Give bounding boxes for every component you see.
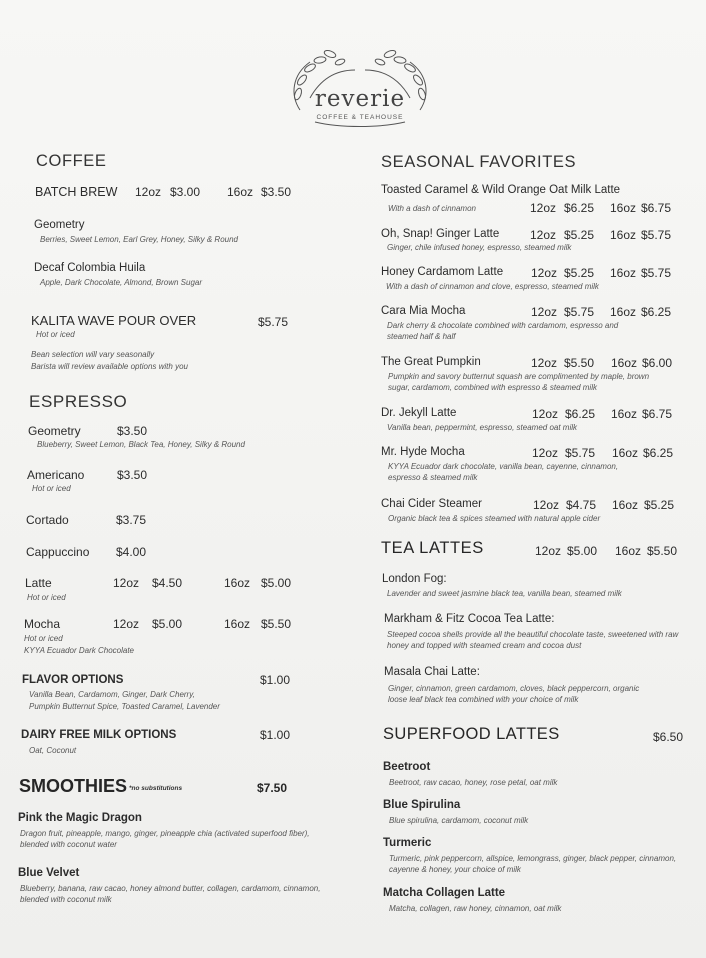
seasonal-item-desc: With a dash of cinnamon bbox=[388, 204, 476, 213]
geometry-coffee-desc: Berries, Sweet Lemon, Earl Grey, Honey, Silky & Round bbox=[40, 235, 239, 244]
seasonal-price-12: $5.25 bbox=[564, 266, 595, 280]
superfood-item-name: Turmeric bbox=[383, 837, 432, 849]
batch-brew-price-12: $3.00 bbox=[170, 185, 201, 199]
pink-dragon-name: Pink the Magic Dragon bbox=[18, 812, 142, 824]
seasonal-size-12: 12oz bbox=[530, 228, 557, 242]
tea-item-desc: Steeped cocoa shells provide all the beautiful chocolate taste, sweetened with raw honey and topped with steamed cream and cocoa dust bbox=[387, 630, 679, 650]
latte-name: Latte bbox=[25, 576, 52, 590]
seasonal-size-12: 12oz bbox=[533, 498, 560, 512]
seasonal-size-16: 16oz bbox=[610, 201, 637, 215]
mocha-price-12: $5.00 bbox=[152, 617, 183, 631]
seasonal-size-16: 16oz bbox=[612, 446, 639, 460]
seasonal-price-12: $4.75 bbox=[566, 498, 597, 512]
dairy-free-heading: DAIRY FREE MILK OPTIONS bbox=[21, 729, 177, 741]
geometry-espresso-desc: Blueberry, Sweet Lemon, Black Tea, Honey, Silky & Round bbox=[37, 440, 245, 449]
seasonal-price-16: $5.25 bbox=[644, 498, 675, 512]
batch-brew-name: BATCH BREW bbox=[35, 185, 118, 199]
seasonal-size-16: 16oz bbox=[611, 407, 638, 421]
seasonal-size-12: 12oz bbox=[530, 201, 557, 215]
seasonal-item-desc: Vanilla bean, peppermint, espresso, steamed oat milk bbox=[387, 423, 578, 432]
pink-dragon-desc: Dragon fruit, pineapple, mango, ginger, pineapple chia (activated superfood fiber), blended with coconut water bbox=[20, 829, 310, 849]
tea-price-12: $5.00 bbox=[567, 544, 598, 558]
blue-velvet-name: Blue Velvet bbox=[18, 867, 80, 879]
smoothies-note: *no substitutions bbox=[129, 785, 183, 792]
americano-name: Americano bbox=[27, 468, 85, 482]
tea-item-name: Masala Chai Latte: bbox=[384, 666, 480, 678]
superfood-heading: SUPERFOOD LATTES bbox=[383, 725, 560, 743]
smoothies-heading: SMOOTHIES bbox=[19, 776, 128, 796]
seasonal-size-12: 12oz bbox=[532, 446, 559, 460]
seasonal-price-12: $5.75 bbox=[564, 305, 595, 319]
mocha-desc-choc: KYYA Ecuador Dark Chocolate bbox=[24, 646, 134, 655]
cortado-name: Cortado bbox=[26, 513, 69, 527]
barista-note: Barista will review available options with you bbox=[31, 362, 188, 371]
espresso-heading: ESPRESSO bbox=[29, 392, 128, 411]
seasonal-item-desc: Organic black tea & spices steamed with natural apple cider bbox=[388, 514, 601, 523]
superfood-item-name: Matcha Collagen Latte bbox=[383, 887, 506, 899]
seasonal-size-16: 16oz bbox=[610, 266, 637, 280]
cappuccino-name: Cappuccino bbox=[26, 545, 90, 559]
flavor-options-desc-2: Pumpkin Butternut Spice, Toasted Caramel, Lavender bbox=[29, 702, 220, 711]
seasonal-price-12: $5.75 bbox=[565, 446, 596, 460]
cortado-price: $3.75 bbox=[116, 513, 147, 527]
mocha-size-16: 16oz bbox=[224, 617, 251, 631]
coffee-heading: COFFEE bbox=[36, 152, 107, 170]
kalita-name: KALITA WAVE POUR OVER bbox=[31, 313, 197, 328]
blue-velvet-desc: Blueberry, banana, raw cacao, honey almond butter, collagen, cardamom, cinnamon, blended with coconut milk bbox=[20, 884, 321, 904]
superfood-item-desc: Blue spirulina, cardamom, coconut milk bbox=[389, 816, 529, 825]
bean-note: Bean selection will vary seasonally bbox=[31, 350, 155, 359]
tea-price-16: $5.50 bbox=[647, 544, 678, 558]
latte-price-12: $4.50 bbox=[152, 576, 183, 590]
seasonal-item-name: The Great Pumpkin bbox=[381, 356, 481, 368]
superfood-item-desc: Beetroot, raw cacao, honey, rose petal, oat milk bbox=[389, 778, 558, 787]
kalita-price: $5.75 bbox=[258, 315, 289, 329]
tea-item-desc: Lavender and sweet jasmine black tea, vanilla bean, steamed milk bbox=[387, 589, 622, 598]
brand-tagline: COFFEE & TEAHOUSE bbox=[316, 114, 404, 121]
seasonal-heading: SEASONAL FAVORITES bbox=[381, 153, 577, 171]
seasonal-size-12: 12oz bbox=[531, 305, 558, 319]
geometry-espresso-price: $3.50 bbox=[117, 424, 148, 438]
seasonal-size-16: 16oz bbox=[611, 356, 638, 370]
seasonal-size-16: 16oz bbox=[612, 498, 639, 512]
tea-size-12: 12oz bbox=[535, 544, 562, 558]
seasonal-size-16: 16oz bbox=[610, 228, 637, 242]
seasonal-price-16: $6.75 bbox=[642, 407, 673, 421]
seasonal-size-12: 12oz bbox=[531, 356, 558, 370]
seasonal-item-name: Toasted Caramel & Wild Orange Oat Milk Latte bbox=[381, 184, 621, 196]
seasonal-item-desc: Ginger, chile infused honey, espresso, steamed milk bbox=[387, 243, 572, 252]
seasonal-size-12: 12oz bbox=[531, 266, 558, 280]
flavor-options-desc-1: Vanilla Bean, Cardamom, Ginger, Dark Cherry, bbox=[29, 690, 195, 699]
seasonal-price-12: $5.25 bbox=[564, 228, 595, 242]
cappuccino-price: $4.00 bbox=[116, 545, 147, 559]
decaf-desc: Apple, Dark Chocolate, Almond, Brown Sugar bbox=[40, 278, 203, 287]
seasonal-price-16: $6.25 bbox=[643, 446, 674, 460]
flavor-options-heading: FLAVOR OPTIONS bbox=[22, 674, 124, 686]
dairy-free-desc: Oat, Coconut bbox=[29, 746, 77, 755]
dairy-free-price: $1.00 bbox=[260, 728, 291, 742]
geometry-espresso-name: Geometry bbox=[28, 424, 81, 438]
smoothies-price: $7.50 bbox=[257, 781, 288, 795]
seasonal-item-desc: KYYA Ecuador dark chocolate, vanilla bean, cayenne, cinnamon, espresso & steamed milk bbox=[388, 462, 619, 482]
seasonal-price-16: $6.75 bbox=[641, 201, 672, 215]
mocha-price-16: $5.50 bbox=[261, 617, 292, 631]
americano-desc: Hot or iced bbox=[32, 484, 71, 493]
tea-lattes-heading: TEA LATTES bbox=[381, 539, 484, 557]
seasonal-item-desc: With a dash of cinnamon and clove, espresso, steamed milk bbox=[386, 282, 599, 291]
batch-brew-size-16: 16oz bbox=[227, 185, 254, 199]
seasonal-price-16: $6.25 bbox=[641, 305, 672, 319]
seasonal-price-12: $6.25 bbox=[565, 407, 596, 421]
latte-size-12: 12oz bbox=[113, 576, 140, 590]
seasonal-price-12: $5.50 bbox=[564, 356, 595, 370]
seasonal-item-name: Oh, Snap! Ginger Latte bbox=[381, 228, 500, 240]
seasonal-size-16: 16oz bbox=[610, 305, 637, 319]
seasonal-item-desc: Dark cherry & chocolate combined with cardamom, espresso and steamed half & half bbox=[387, 321, 619, 341]
latte-price-16: $5.00 bbox=[261, 576, 292, 590]
tea-item-name: London Fog: bbox=[382, 573, 447, 585]
superfood-item-desc: Matcha, collagen, raw honey, cinnamon, oat milk bbox=[389, 904, 562, 913]
latte-desc: Hot or iced bbox=[27, 593, 66, 602]
brand-name: reverie bbox=[314, 86, 406, 112]
mocha-size-12: 12oz bbox=[113, 617, 140, 631]
americano-price: $3.50 bbox=[117, 468, 148, 482]
seasonal-item-name: Cara Mia Mocha bbox=[381, 305, 466, 317]
superfood-item-name: Blue Spirulina bbox=[383, 799, 461, 811]
batch-brew-size-12: 12oz bbox=[135, 185, 162, 199]
tea-size-16: 16oz bbox=[615, 544, 642, 558]
superfood-item-name: Beetroot bbox=[383, 761, 431, 773]
mocha-name: Mocha bbox=[24, 617, 61, 631]
seasonal-item-name: Dr. Jekyll Latte bbox=[381, 407, 457, 419]
reverie-logo bbox=[280, 40, 440, 130]
batch-brew-price-16: $3.50 bbox=[261, 185, 292, 199]
seasonal-item-name: Honey Cardamom Latte bbox=[381, 266, 504, 278]
mocha-desc-temp: Hot or iced bbox=[24, 634, 63, 643]
seasonal-price-12: $6.25 bbox=[564, 201, 595, 215]
seasonal-item-desc: Pumpkin and savory butternut squash are complimented by maple, brown sugar, cardamom, combined with espresso & steamed milk bbox=[388, 372, 650, 392]
seasonal-size-12: 12oz bbox=[532, 407, 559, 421]
seasonal-price-16: $5.75 bbox=[641, 228, 672, 242]
geometry-coffee-name: Geometry bbox=[34, 219, 85, 231]
tea-item-desc: Ginger, cinnamon, green cardamom, cloves, black peppercorn, organic loose leaf black tea combined with your choice of milk bbox=[388, 684, 640, 704]
seasonal-item-name: Mr. Hyde Mocha bbox=[381, 446, 465, 458]
tea-item-name: Markham & Fitz Cocoa Tea Latte: bbox=[384, 613, 555, 625]
seasonal-price-16: $5.75 bbox=[641, 266, 672, 280]
kalita-desc: Hot or iced bbox=[36, 330, 75, 339]
superfood-price: $6.50 bbox=[653, 730, 684, 744]
seasonal-price-16: $6.00 bbox=[642, 356, 673, 370]
superfood-item-desc: Turmeric, pink peppercorn, allspice, lemongrass, ginger, black pepper, cinnamon, cayenne & honey, your choice of milk bbox=[389, 854, 677, 874]
decaf-name: Decaf Colombia Huila bbox=[34, 262, 146, 274]
latte-size-16: 16oz bbox=[224, 576, 251, 590]
flavor-options-price: $1.00 bbox=[260, 673, 291, 687]
seasonal-item-name: Chai Cider Steamer bbox=[381, 498, 482, 510]
